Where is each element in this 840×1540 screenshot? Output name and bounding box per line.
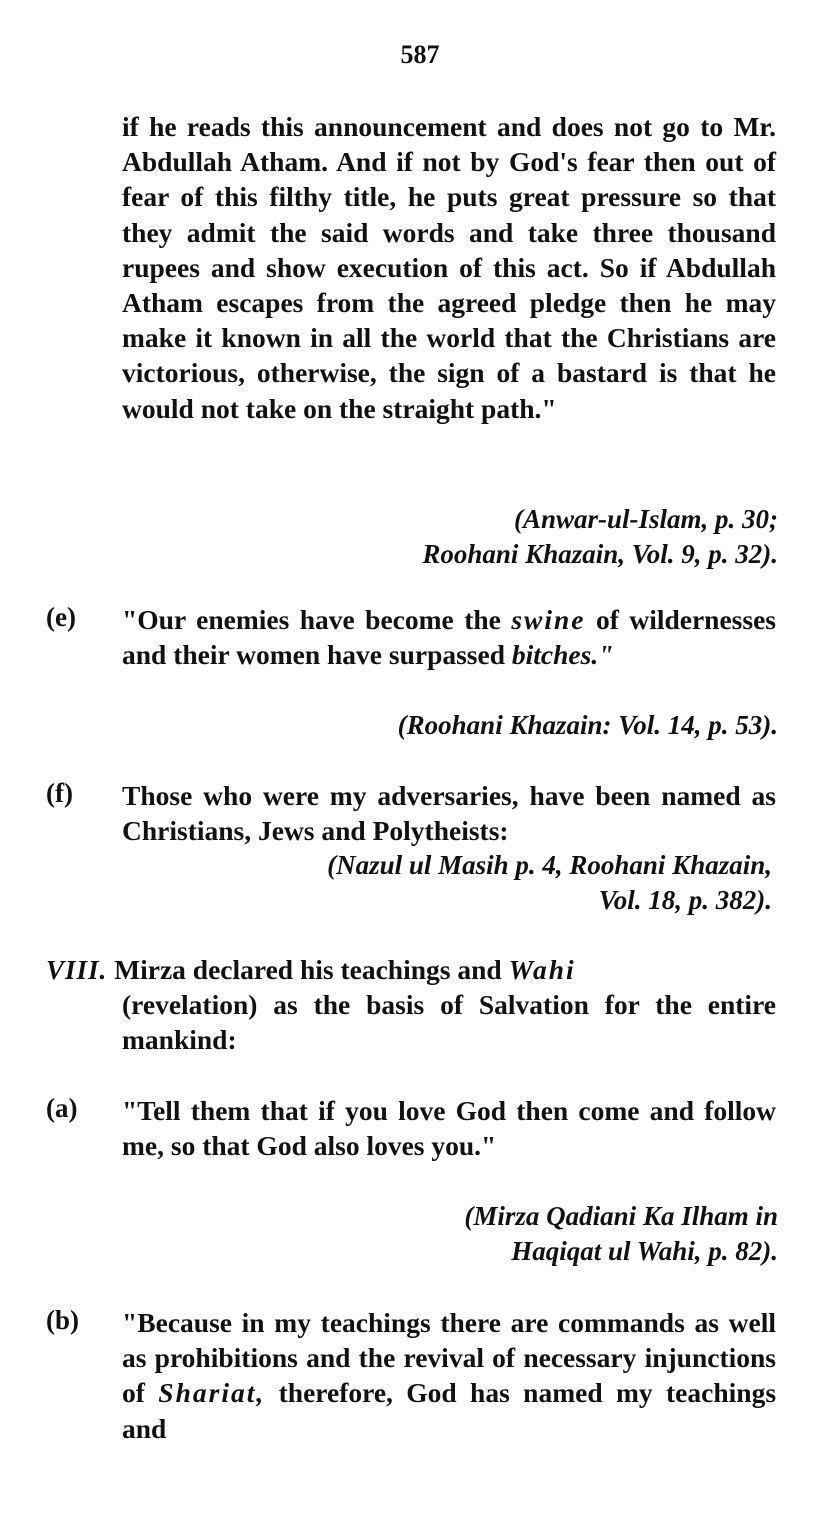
section-viii — [46, 952, 776, 988]
item-a-text: "Tell them that if you love God then come and follow me, so that God also loves you." — [122, 1095, 776, 1162]
item-e-emphasis2: bitches." — [511, 639, 614, 671]
item-marker: (e) — [46, 602, 76, 632]
item-b-text-after: therefore, God has named my teachings and — [122, 1377, 777, 1444]
item-marker: (f) — [46, 778, 73, 808]
citation-line: Vol. 18, p. 382). — [598, 885, 772, 915]
item-e-citation — [398, 708, 778, 743]
citation-line: (Roohani Khazain: Vol. 14, p. 53). — [397, 710, 778, 740]
citation-line: (Anwar-ul-Islam, p. 30; — [513, 504, 778, 534]
citation-line: (Mirza Qadiani Ka Ilham in — [464, 1201, 778, 1231]
citation-line: Haqiqat ul Wahi, p. 82). — [511, 1236, 778, 1266]
citation-line: Roohani Khazain, Vol. 9, p. 32). — [422, 539, 778, 569]
item-e-text-middle: of wildernesses and their women have surpassed — [122, 604, 776, 671]
item-b-emphasis: Shariat, — [158, 1377, 266, 1409]
page-number: 587 — [400, 40, 440, 69]
section-emphasis: Wahi — [508, 954, 576, 985]
section-text-before: Mirza declared his teachings and — [114, 954, 502, 985]
item-e-text — [122, 602, 776, 672]
continuation-citation — [422, 502, 778, 572]
section-marker: VIII. — [46, 955, 108, 985]
item-e-text-before: "Our enemies have become the — [122, 604, 501, 635]
citation-line: (Nazul ul Masih p. 4, Roohani Khazain, — [327, 850, 772, 880]
item-a-citation — [464, 1199, 778, 1269]
item-f-text: Those who were my adversaries, have been named as Christians, Jews and Polytheists: — [122, 780, 776, 847]
item-e-emphasis: swine — [511, 604, 586, 635]
item-marker: (a) — [46, 1093, 78, 1123]
section-viii-continued: (revelation) as the basis of Salvation for the entire mankind: — [122, 989, 776, 1056]
item-b-text — [122, 1305, 776, 1446]
item-marker: (b) — [46, 1305, 79, 1335]
continuation-paragraph: if he reads this announcement and does not go to Mr. Abdullah Atham. And if not by God's fear then out of fear of this filthy title, he puts great pressure so that they admit the said words and take three thousand rupees and show execution of this act. So if Abdullah Atham escapes from the agreed pledge then he may make it known in all the world that the Christians are victorious, otherwise, the sign of a bastard is that he would not take on the straight path." — [122, 111, 776, 424]
item-b-text-before: "Because in my teachings there are commands as well as prohibitions and the revival of necessary injunctions of — [122, 1307, 776, 1409]
item-f-citation — [327, 848, 772, 918]
